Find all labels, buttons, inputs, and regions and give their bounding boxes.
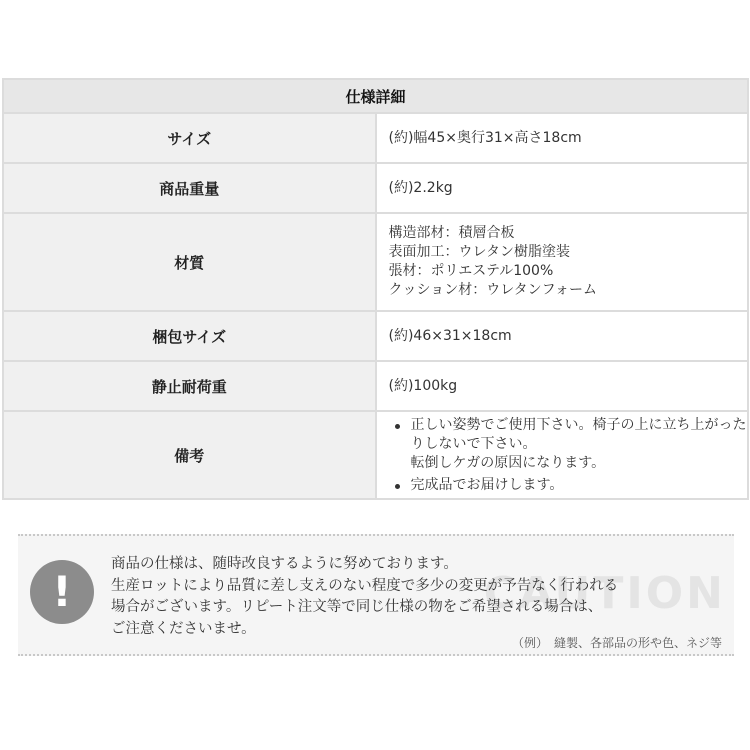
- spec-label: サイズ: [3, 113, 376, 163]
- spec-table: [2, 78, 749, 500]
- spec-row-material: [3, 213, 748, 311]
- spec-value-multiline: [376, 213, 749, 311]
- note-text: 転倒しケガの原因になります。: [410, 454, 606, 471]
- spec-label: 商品重量: [3, 163, 376, 213]
- spec-row-size: [3, 113, 748, 163]
- material-line: 表面加工：ウレタン樹脂塗装: [388, 244, 570, 260]
- caution-line: 生産ロットにより品質に差し支えのない程度で多少の変更が予告なく行われる: [111, 577, 619, 594]
- spec-row-load: [3, 361, 748, 411]
- spec-label: 材質: [3, 213, 376, 311]
- exclamation-icon: !: [30, 560, 94, 624]
- spec-value: (約)幅45×奥行31×高さ18cm: [376, 113, 749, 163]
- spec-title: 仕様詳細: [3, 79, 748, 113]
- material-line: クッション材：ウレタンフォーム: [388, 282, 597, 298]
- caution-message: [111, 554, 618, 640]
- notes-list: [389, 416, 748, 495]
- caution-line: 商品の仕様は、随時改良するように努めております。: [111, 556, 458, 572]
- spec-value: (約)46×31×18cm: [376, 311, 749, 361]
- spec-row-package-size: [3, 311, 748, 361]
- note-text: 正しい姿勢でご使用下さい。椅子の上に立ち上がったりしないで下さい。: [410, 416, 747, 452]
- caution-line: ご注意くださいませ。: [111, 620, 256, 637]
- spec-label: 備考: [3, 411, 376, 499]
- material-line: 張材：ポリエステル100%: [388, 263, 554, 279]
- list-item: [389, 476, 748, 495]
- spec-value-notes: [376, 411, 749, 499]
- spec-value: (約)100kg: [376, 361, 749, 411]
- spec-row-weight: [3, 163, 748, 213]
- caution-line: 場合がございます。リピート注文等で同じ仕様の物をご希望される場合は、: [111, 599, 603, 615]
- caution-watermark: CAUTION: [483, 568, 726, 619]
- spec-label: 静止耐荷重: [3, 361, 376, 411]
- caution-box: [18, 534, 734, 656]
- list-item: [389, 416, 748, 473]
- caution-example: （例） 縫製、各部品の形や色、ネジ等: [511, 636, 722, 650]
- spec-value: (約)2.2kg: [376, 163, 749, 213]
- note-text: 完成品でお届けします。: [410, 476, 564, 493]
- spec-row-notes: [3, 411, 748, 499]
- material-line: 構造部材：積層合板: [388, 225, 515, 241]
- spec-label: 梱包サイズ: [3, 311, 376, 361]
